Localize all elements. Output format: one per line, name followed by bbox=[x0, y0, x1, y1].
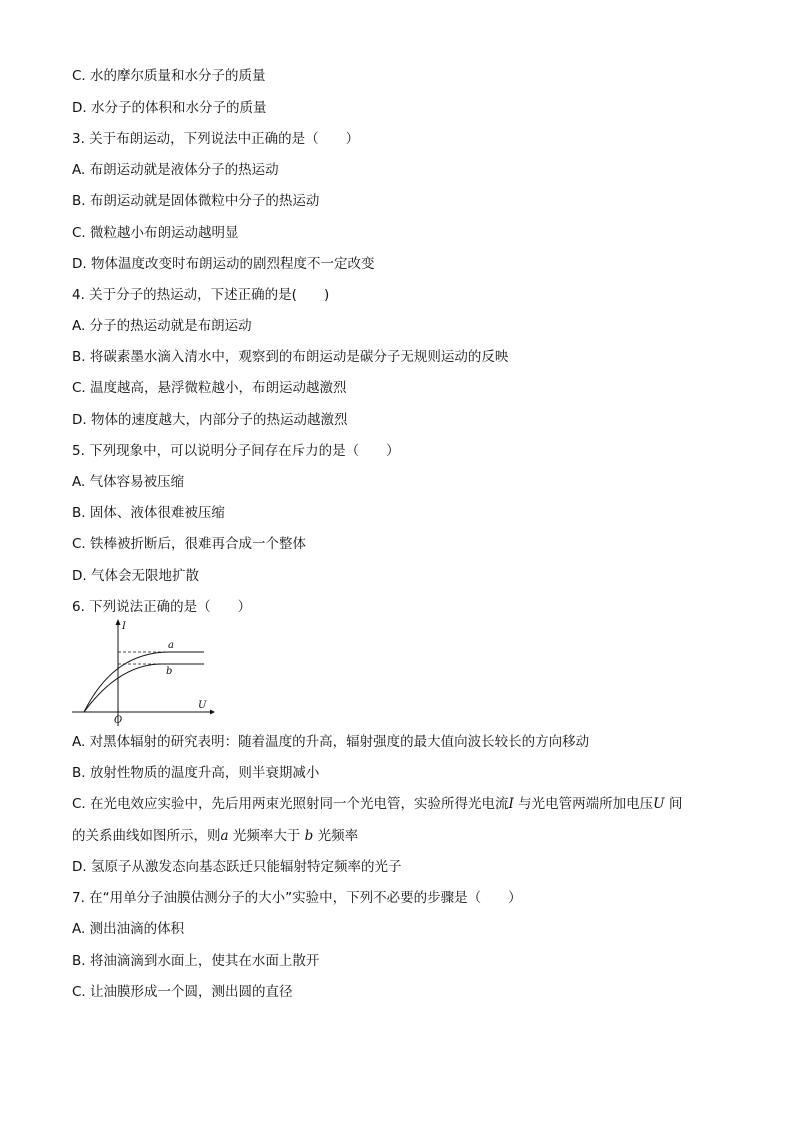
origin-label: O bbox=[114, 715, 123, 726]
curve-a bbox=[84, 652, 204, 712]
line-d-prev: D. 水分子的体积和水分子的质量 bbox=[72, 100, 267, 116]
q4-option-c: C. 温度越高，悬浮微粒越小，布朗运动越激烈 bbox=[72, 380, 347, 396]
q3-option-d: D. 物体温度改变时布朗运动的剧烈程度不一定改变 bbox=[72, 256, 375, 272]
q3-option-a: A. 布朗运动就是液体分子的热运动 bbox=[72, 162, 279, 178]
question-4: 4. 关于分子的热运动，下述正确的是( ) bbox=[72, 287, 330, 303]
q4-option-a: A. 分子的热运动就是布朗运动 bbox=[72, 318, 252, 334]
question-6: 6. 下列说法正确的是（ ） bbox=[72, 599, 252, 615]
q7-option-a: A. 测出油滴的体积 bbox=[72, 921, 185, 937]
q6-c-text-4: 的关系曲线如图所示，则 bbox=[72, 828, 221, 844]
q6-option-a: A. 对黑体辐射的研究表明：随着温度的升高，辐射强度的最大值向波长较长的方向移动 bbox=[72, 734, 590, 750]
q3-option-b: B. 布朗运动就是固体微粒中分子的热运动 bbox=[72, 193, 320, 209]
q5-option-a: A. 气体容易被压缩 bbox=[72, 474, 185, 490]
q4-option-b: B. 将碳素墨水滴入清水中，观察到的布朗运动是碳分子无规则运动的反映 bbox=[72, 349, 509, 365]
q6-c-text-2: 与光电管两端所加电压 bbox=[513, 796, 654, 812]
axis-u-label: U bbox=[198, 700, 207, 711]
u-axis-arrow bbox=[210, 710, 215, 715]
q4-option-d: D. 物体的速度越大，内部分子的热运动越激烈 bbox=[72, 412, 348, 428]
var-u: U bbox=[653, 796, 665, 812]
q6-c-text-6: 光频率 bbox=[313, 828, 359, 844]
q3-option-c: C. 微粒越小布朗运动越明显 bbox=[72, 225, 239, 241]
q5-option-c: C. 铁棒被折断后，很难再合成一个整体 bbox=[72, 536, 307, 552]
curve-a-label: a bbox=[168, 640, 174, 651]
q5-option-b: B. 固体、液体很难被压缩 bbox=[72, 505, 225, 521]
q6-option-c-line2 bbox=[72, 827, 358, 845]
question-3: 3. 关于布朗运动，下列说法中正确的是（ ） bbox=[72, 131, 360, 147]
curve-b-label: b bbox=[166, 666, 173, 677]
q7-option-c: C. 让油膜形成一个圆，测出圆的直径 bbox=[72, 984, 293, 1000]
q5-option-d: D. 气体会无限地扩散 bbox=[72, 568, 199, 584]
q6-option-d: D. 氢原子从激发态向基态跃迁只能辐射特定频率的光子 bbox=[72, 859, 402, 875]
var-a: a bbox=[220, 828, 229, 844]
question-7: 7. 在“用单分子油膜估测分子的大小”实验中，下列不必要的步骤是（ ） bbox=[72, 890, 522, 906]
q6-option-b: B. 放射性物质的温度升高，则半衰期减小 bbox=[72, 765, 320, 781]
curve-b bbox=[84, 664, 204, 712]
line-c-prev: C. 水的摩尔质量和水分子的质量 bbox=[72, 68, 266, 84]
q6-c-text-5: 光频率大于 bbox=[228, 828, 301, 844]
var-b: b bbox=[300, 828, 314, 844]
q7-option-b: B. 将油滴滴到水面上，使其在水面上散开 bbox=[72, 953, 320, 969]
photoelectric-iu-figure bbox=[70, 618, 215, 726]
question-5: 5. 下列现象中，可以说明分子间存在斥力的是（ ） bbox=[72, 443, 400, 459]
q6-c-text-3: 间 bbox=[664, 796, 683, 812]
axis-i-label: I bbox=[122, 621, 126, 632]
q6-option-c-line1 bbox=[72, 795, 682, 813]
q6-c-text-1: C. 在光电效应实验中，先后用两束光照射同一个光电管，实验所得光电流 bbox=[72, 796, 509, 812]
i-axis-arrow bbox=[116, 619, 121, 625]
var-i: I bbox=[508, 796, 514, 812]
